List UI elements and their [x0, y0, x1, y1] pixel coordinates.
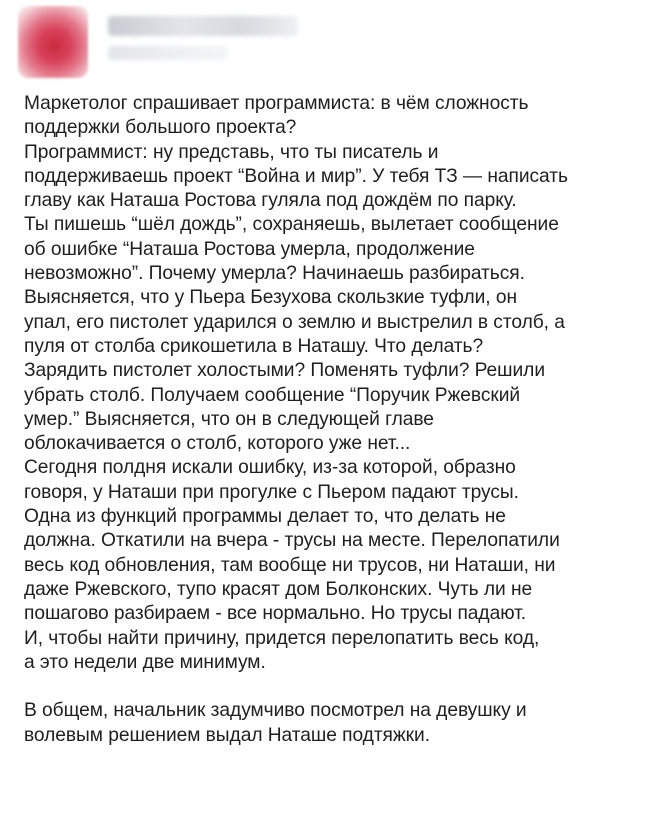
post-text-line: упал, его пистолет ударился о землю и выстрелил в столб, а	[24, 311, 565, 333]
post-text-line: Зарядить пистолет холостыми? Поменять туфли? Решили	[24, 360, 545, 382]
post-header	[0, 0, 660, 84]
post-text-line: поддержки большого проекта?	[24, 117, 297, 139]
post-text-line: пошагово разбираем - все нормально. Но трусы падают.	[24, 603, 527, 625]
blurred-post-meta	[108, 46, 228, 60]
post-text-line: а это недели две минимум.	[24, 651, 266, 673]
post-ending-line: волевым решением выдал Наташе подтяжки.	[24, 724, 430, 746]
post-text-line: поддерживаешь проект “Война и мир”. У тебя ТЗ — написать	[24, 165, 568, 187]
post-text-line: Выясняется, что у Пьера Безухова скользкие туфли, он	[24, 287, 518, 309]
post-text-line: Сегодня полдня искали ошибку, из-за которой, образно	[24, 457, 516, 479]
blurred-author-name[interactable]	[108, 16, 298, 36]
post-text-line: Маркетолог спрашивает программиста: в чём сложность	[24, 93, 529, 114]
post-ending-line: В общем, начальник задумчиво посмотрел на девушку и	[24, 700, 527, 722]
post-text-line: Одна из функций программы делает то, что делать не	[24, 506, 506, 528]
post-text-line: И, чтобы найти причину, придется перелопатить весь код,	[24, 627, 540, 649]
post-text-line: умер.” Выясняется, что он в следующей главе	[24, 408, 434, 430]
post-text-line: даже Ржевского, тупо красят дом Болконских. Чуть ли не	[24, 578, 533, 600]
post-text-line: невозможно”. Почему умерла? Начинаешь разбираться.	[24, 263, 525, 285]
post-text-line: Ты пишешь “шёл дождь”, сохраняешь, вылетает сообщение	[24, 214, 559, 236]
post-text-line: главу как Наташа Ростова гуляла под дождём по парку.	[24, 190, 517, 212]
post-text-line: пуля от столба срикошетила в Наташу. Что делать?	[24, 335, 484, 357]
post-text-line: Программист: ну представь, что ты писатель и	[24, 141, 439, 163]
post-text-line: об ошибке “Наташа Ростова умерла, продолжение	[24, 238, 475, 260]
pixelated-avatar-icon[interactable]	[18, 6, 88, 78]
post-text-line: облокачивается о столб, которого уже нет...	[24, 433, 411, 455]
paragraph-gap	[24, 675, 648, 699]
post-text-line: убрать столб. Получаем сообщение “Поручик Ржевский	[24, 384, 521, 406]
post-text	[24, 92, 648, 748]
post-text-line: должна. Откатили на вчера - трусы на месте. Перелопатили	[24, 530, 560, 552]
post-text-line: весь код обновления, там вообще ни трусов, ни Наташи, ни	[24, 554, 556, 576]
post-text-line: говоря, у Наташи при прогулке с Пьером падают трусы.	[24, 481, 519, 503]
